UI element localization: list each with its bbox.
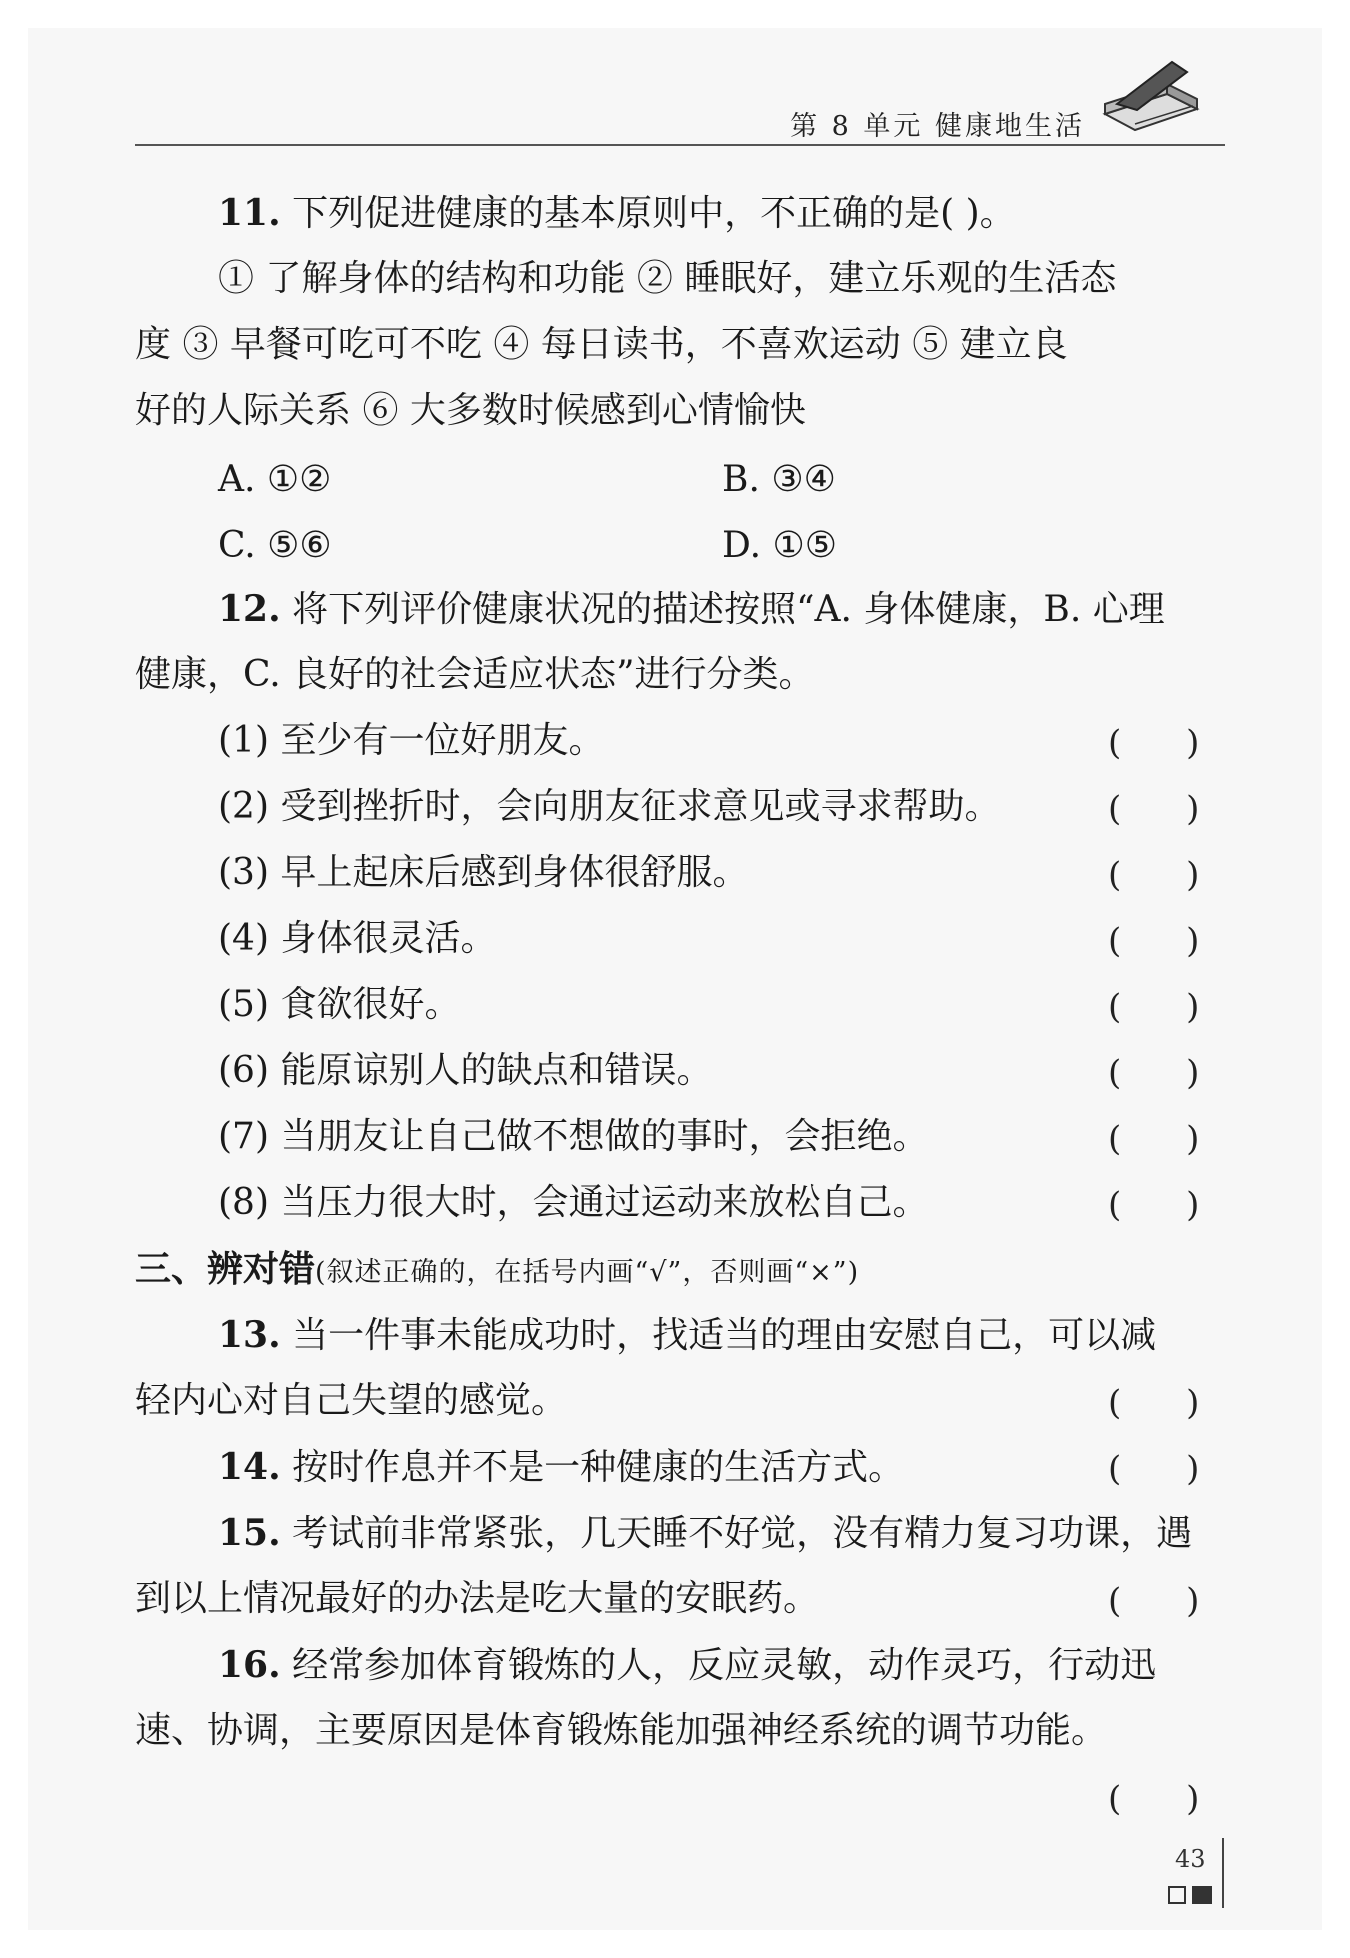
q12-answer-1[interactable]: ( ) — [1108, 723, 1200, 763]
q11-option-d: D. ①⑤ — [722, 525, 838, 566]
q15-text-line2: 到以上情况最好的办法是吃大量的安眠药。 — [135, 1578, 820, 1619]
q12-answer-7[interactable]: ( ) — [1108, 1119, 1200, 1159]
q11-choices-line2: 度 ③ 早餐可吃可不吃 ④ 每日读书，不喜欢运动 ⑤ 建立良 — [135, 324, 1068, 365]
q13-text-line1: 当一件事未能成功时，找适当的理由安慰自己，可以减 — [292, 1315, 1157, 1356]
section-3-title: 三、辨对错 — [135, 1248, 316, 1290]
q12-answer-3[interactable]: ( ) — [1108, 855, 1200, 895]
q16-text-line1: 经常参加体育锻炼的人，反应灵敏，动作灵巧，行动迅 — [292, 1645, 1157, 1686]
q13-text-line2: 轻内心对自己失望的感觉。 — [135, 1380, 568, 1421]
q13-line1 — [218, 1314, 1308, 1356]
q16-text-line2: 速、协调，主要原因是体育锻炼能加强神经系统的调节功能。 — [135, 1710, 1108, 1751]
q12-item-4: (4) 身体很灵活。 — [218, 918, 497, 959]
q12-item-1: (1) 至少有一位好朋友。 — [218, 720, 605, 761]
q12-item-8: (8) 当压力很大时，会通过运动来放松自己。 — [218, 1182, 929, 1223]
section-3-heading — [135, 1248, 1225, 1290]
square-outline-icon — [1168, 1886, 1186, 1904]
q13-answer[interactable]: ( ) — [1108, 1383, 1200, 1423]
q12-number: 12. — [218, 588, 281, 630]
q12-answer-6[interactable]: ( ) — [1108, 1053, 1200, 1093]
q16-number: 16. — [218, 1644, 281, 1686]
q11-stem — [218, 192, 1308, 234]
q13-number: 13. — [218, 1314, 281, 1356]
q14-answer[interactable]: ( ) — [1108, 1449, 1200, 1489]
q16-line1 — [218, 1644, 1308, 1686]
q12-answer-2[interactable]: ( ) — [1108, 789, 1200, 829]
q14-number: 14. — [218, 1446, 281, 1488]
unit-title: 第 8 单元 健康地生活 — [790, 111, 1085, 142]
q12-answer-4[interactable]: ( ) — [1108, 921, 1200, 961]
section-3-instructions: (叙述正确的，在括号内画“√”，否则画“×”) — [315, 1257, 860, 1288]
q12-answer-5[interactable]: ( ) — [1108, 987, 1200, 1027]
q11-number: 11. — [218, 192, 281, 234]
q12-stem — [218, 588, 1308, 630]
q11-option-c: C. ⑤⑥ — [218, 525, 332, 566]
square-filled-icon — [1192, 1886, 1212, 1904]
q12-item-3: (3) 早上起床后感到身体很舒服。 — [218, 852, 749, 893]
q12-text-line1: 将下列评价健康状况的描述按照“A. 身体健康，B. 心理 — [292, 589, 1165, 630]
page-number: 43 — [1175, 1845, 1206, 1873]
q16-answer[interactable]: ( ) — [1108, 1779, 1200, 1819]
q11-choices-line1: ① 了解身体的结构和功能 ② 睡眠好，建立乐观的生活态 — [218, 258, 1117, 299]
q12-text-line2: 健康，C. 良好的社会适应状态”进行分类。 — [135, 654, 815, 695]
q15-number: 15. — [218, 1512, 281, 1554]
q12-answer-8[interactable]: ( ) — [1108, 1185, 1200, 1225]
book-icon — [1097, 54, 1207, 134]
q14-text: 按时作息并不是一种健康的生活方式。 — [292, 1447, 905, 1488]
q12-item-7: (7) 当朋友让自己做不想做的事时，会拒绝。 — [218, 1116, 929, 1157]
q12-item-2: (2) 受到挫折时，会向朋友征求意见或寻求帮助。 — [218, 786, 1001, 827]
q15-text-line1: 考试前非常紧张，几天睡不好觉，没有精力复习功课，遇 — [292, 1513, 1193, 1554]
q11-choices-line3: 好的人际关系 ⑥ 大多数时候感到心情愉快 — [135, 390, 806, 431]
page-header — [135, 100, 1225, 146]
q11-option-b: B. ③④ — [722, 459, 836, 500]
q12-item-5: (5) 食欲很好。 — [218, 984, 461, 1025]
q15-answer[interactable]: ( ) — [1108, 1581, 1200, 1621]
q11-text: 下列促进健康的基本原则中，不正确的是( )。 — [292, 193, 1016, 234]
page-number-rule — [1222, 1838, 1224, 1908]
q15-line1 — [218, 1512, 1308, 1554]
q11-option-a: A. ①② — [218, 459, 332, 500]
q12-item-6: (6) 能原谅别人的缺点和错误。 — [218, 1050, 713, 1091]
